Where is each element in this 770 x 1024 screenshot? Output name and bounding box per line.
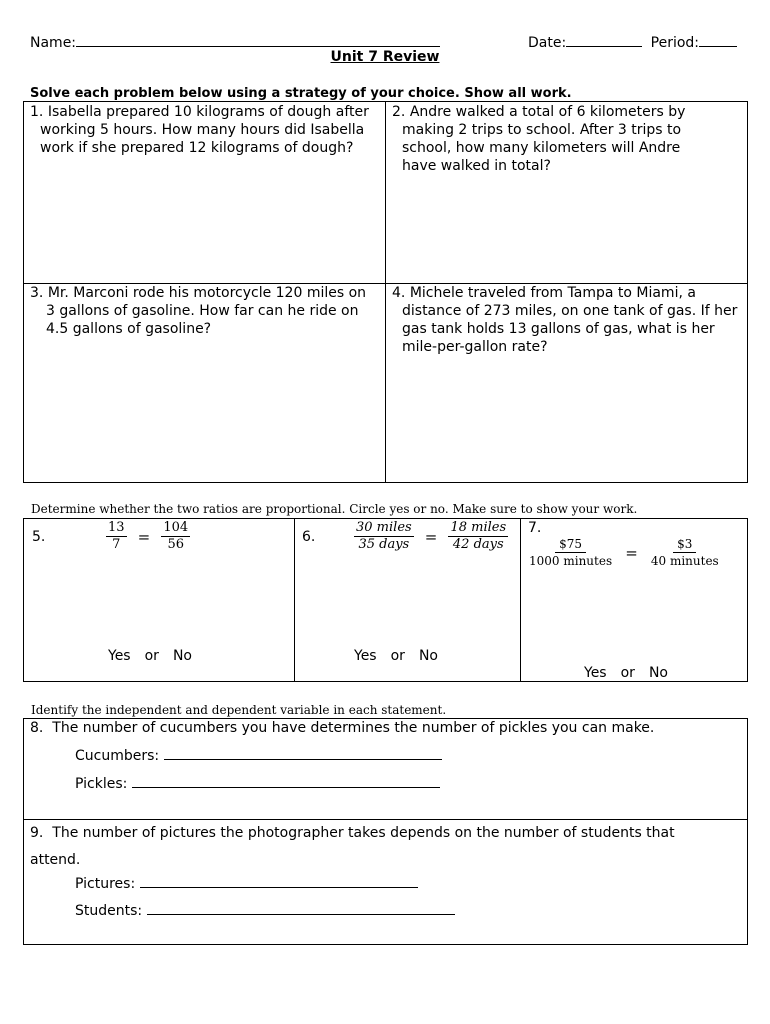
students-field[interactable] bbox=[75, 902, 455, 919]
fraction-left: $\frac{13}{7}$ bbox=[108, 520, 125, 552]
period-blank[interactable] bbox=[699, 33, 737, 47]
answer-blank[interactable] bbox=[164, 747, 442, 760]
answer-blank[interactable] bbox=[132, 775, 440, 788]
field-label: Cucumbers: bbox=[75, 748, 160, 764]
item-5-number: 5. bbox=[32, 529, 46, 545]
problem-4 bbox=[386, 284, 742, 356]
section3-instruction: Identify the independent and dependent variable in each statement. bbox=[31, 703, 447, 717]
problem-text: Michele traveled from Tampa to Miami, a distance of 273 miles, on one tank of gas. If her gas tank holds 13 gallons of gas, what is her mile-per-gallon rate? bbox=[402, 285, 738, 355]
section1-instruction: Solve each problem below using a strategy of your choice. Show all work. bbox=[30, 86, 572, 101]
no-option[interactable]: No bbox=[418, 648, 438, 664]
item-6-number: 6. bbox=[302, 529, 316, 545]
problem-1 bbox=[24, 103, 370, 157]
field-label: Pictures: bbox=[75, 876, 136, 892]
question-number: 8. bbox=[30, 720, 44, 736]
equals-sign: = bbox=[137, 527, 151, 546]
or-text: or bbox=[620, 665, 635, 681]
date-label: Date: bbox=[528, 35, 567, 51]
problem-number: 4. bbox=[392, 285, 406, 301]
name-blank[interactable] bbox=[76, 33, 440, 47]
question-number: 9. bbox=[30, 825, 44, 841]
item-6-ratios bbox=[354, 521, 508, 552]
question-8 bbox=[30, 720, 654, 736]
question-text-line1: The number of pictures the photographer takes depends on the number of students that bbox=[52, 825, 675, 841]
item-5-choices bbox=[108, 648, 206, 664]
ratio-divider-2 bbox=[520, 519, 521, 681]
item-7-ratios bbox=[527, 537, 721, 568]
question-text-line2: attend. bbox=[30, 852, 81, 868]
pickles-field[interactable] bbox=[75, 775, 440, 792]
problem-text: Mr. Marconi rode his motorcycle 120 miles on 3 gallons of gasoline. How far can he ride on 4.5 gallons of gasoline? bbox=[46, 285, 367, 337]
or-text: or bbox=[390, 648, 405, 664]
yes-option[interactable]: Yes bbox=[584, 665, 607, 681]
problem-number: 2. bbox=[392, 104, 406, 120]
yes-option[interactable]: Yes bbox=[354, 648, 377, 664]
field-label: Pickles: bbox=[75, 776, 128, 792]
question-9 bbox=[30, 820, 742, 874]
item-7-number: 7. bbox=[528, 520, 542, 536]
item-6-choices bbox=[354, 648, 452, 664]
cucumbers-field[interactable] bbox=[75, 747, 442, 764]
question-text: The number of cucumbers you have determines the number of pickles you can make. bbox=[52, 720, 655, 736]
answer-blank[interactable] bbox=[140, 875, 418, 888]
fraction-right: $\frac{104}{56}$ bbox=[163, 520, 189, 552]
section2-instruction: Determine whether the two ratios are proportional. Circle yes or no. Make sure to show your work. bbox=[31, 502, 638, 516]
period-label: Period: bbox=[650, 35, 700, 51]
ratio-divider-1 bbox=[294, 519, 295, 681]
equals-sign: = bbox=[424, 527, 438, 546]
problem-text: Andre walked a total of 6 kilometers by making 2 trips to school. After 3 trips to school, how many kilometers will Andre have walked in total? bbox=[402, 104, 686, 174]
variables-grid bbox=[23, 718, 748, 945]
name-label: Name: bbox=[30, 35, 77, 51]
fraction-left: $\frac{\$75}{\text{1000 minutes}}$ bbox=[529, 537, 613, 568]
field-label: Students: bbox=[75, 903, 143, 919]
problem-text: Isabella prepared 10 kilograms of dough after working 5 hours. How many hours did Isabella work if she prepared 12 kilograms of dough? bbox=[40, 104, 369, 156]
ratio-grid bbox=[23, 518, 748, 682]
problem-number: 3. bbox=[30, 285, 44, 301]
item-7-choices bbox=[584, 665, 682, 681]
problem-3 bbox=[24, 284, 375, 338]
problem-grid bbox=[23, 101, 748, 483]
fraction-left: $\frac{\text{30 miles}}{\text{35 days}}$ bbox=[356, 520, 412, 552]
item-5-ratios bbox=[106, 521, 190, 552]
fraction-right: $\frac{\text{18 miles}}{\text{42 days}}$ bbox=[450, 520, 507, 552]
or-text: or bbox=[144, 648, 159, 664]
answer-blank[interactable] bbox=[147, 902, 455, 915]
problem-number: 1. bbox=[30, 104, 44, 120]
page-title: Unit 7 Review bbox=[330, 49, 440, 65]
pictures-field[interactable] bbox=[75, 875, 418, 892]
no-option[interactable]: No bbox=[172, 648, 192, 664]
no-option[interactable]: No bbox=[648, 665, 668, 681]
date-blank[interactable] bbox=[566, 33, 642, 47]
fraction-right: $\frac{\$3}{\text{40 minutes}}$ bbox=[650, 537, 719, 568]
yes-option[interactable]: Yes bbox=[108, 648, 131, 664]
problem-2 bbox=[386, 103, 712, 175]
equals-sign: = bbox=[625, 543, 638, 562]
